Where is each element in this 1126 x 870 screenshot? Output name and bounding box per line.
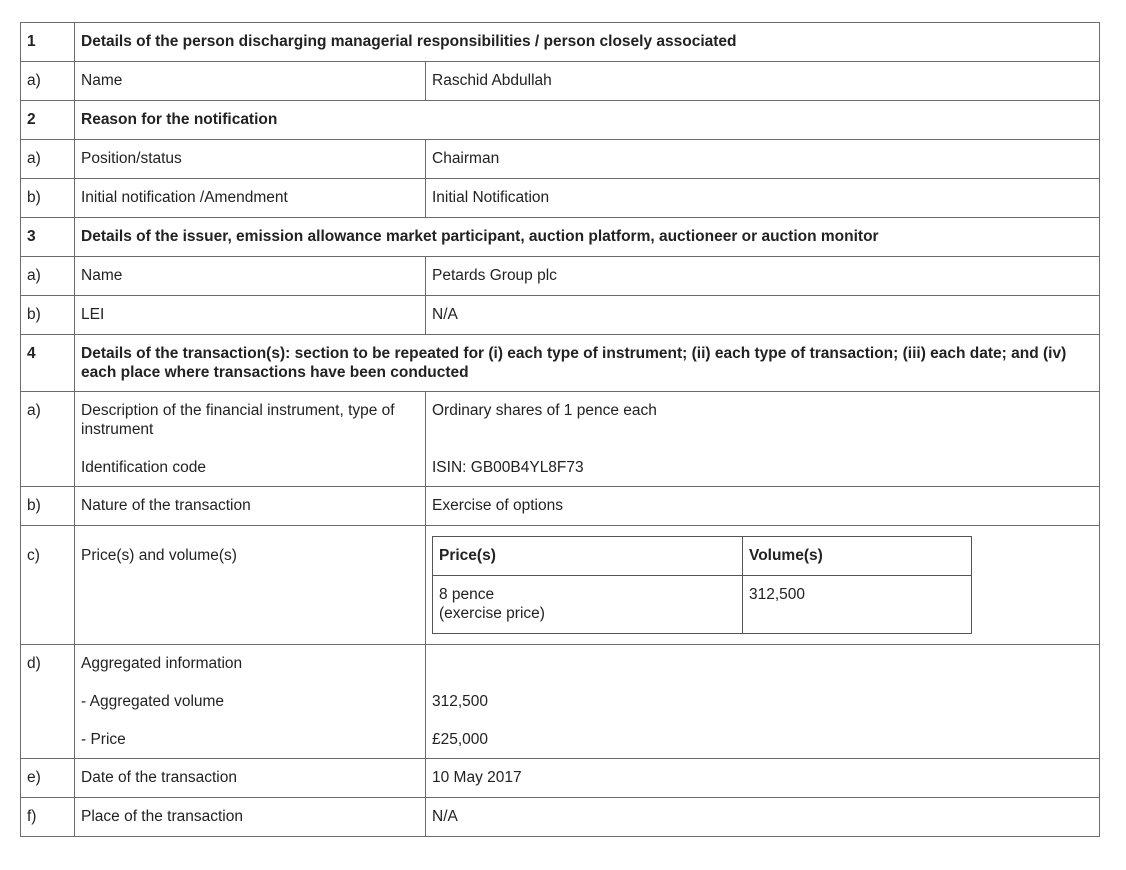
field-value: Petards Group plc bbox=[426, 257, 1100, 296]
table-row bbox=[21, 759, 1100, 798]
volume-cell: 312,500 bbox=[743, 576, 972, 634]
row-marker: d) bbox=[21, 645, 75, 759]
table-row bbox=[21, 526, 1100, 645]
field-label: Price(s) and volume(s) bbox=[75, 526, 426, 645]
field-label bbox=[75, 645, 426, 759]
row-marker: a) bbox=[21, 140, 75, 179]
section-number: 4 bbox=[21, 335, 75, 392]
aggregated-information-label: Aggregated information bbox=[81, 655, 243, 672]
identification-code-label: Identification code bbox=[81, 459, 206, 476]
volume-header: Volume(s) bbox=[743, 537, 972, 576]
section-number: 2 bbox=[21, 101, 75, 140]
row-marker: b) bbox=[21, 296, 75, 335]
field-value: N/A bbox=[426, 798, 1100, 837]
section-title: Details of the transaction(s): section to be repeated for (i) each type of instrument; (ii) each type of transaction; (iii) each date; and (iv) each place where transactions have been conducted bbox=[75, 335, 1100, 392]
identification-code-value: ISIN: GB00B4YL8F73 bbox=[432, 459, 584, 476]
field-label: Name bbox=[75, 62, 426, 101]
field-value bbox=[426, 392, 1100, 487]
field-value bbox=[426, 645, 1100, 759]
price-value: 8 pence bbox=[439, 586, 495, 603]
price-header: Price(s) bbox=[433, 537, 743, 576]
table-row bbox=[21, 179, 1100, 218]
field-value bbox=[426, 526, 1100, 645]
field-label: Place of the transaction bbox=[75, 798, 426, 837]
notification-table bbox=[20, 22, 1100, 837]
instrument-description-label: Description of the financial instrument, type of instrument bbox=[81, 402, 395, 438]
price-cell bbox=[433, 576, 743, 634]
price-volume-row bbox=[433, 576, 972, 634]
table-row bbox=[21, 296, 1100, 335]
row-marker: b) bbox=[21, 487, 75, 526]
field-label: Position/status bbox=[75, 140, 426, 179]
price-volume-table bbox=[432, 536, 972, 634]
section-number: 3 bbox=[21, 218, 75, 257]
field-value: Raschid Abdullah bbox=[426, 62, 1100, 101]
table-row bbox=[21, 798, 1100, 837]
field-label: Date of the transaction bbox=[75, 759, 426, 798]
row-marker: a) bbox=[21, 62, 75, 101]
price-volume-header-row bbox=[433, 537, 972, 576]
field-value: 10 May 2017 bbox=[426, 759, 1100, 798]
section-1-header-row bbox=[21, 23, 1100, 62]
table-row bbox=[21, 392, 1100, 487]
row-marker: c) bbox=[21, 526, 75, 645]
aggregated-price-label: - Price bbox=[81, 731, 126, 748]
section-2-header-row bbox=[21, 101, 1100, 140]
table-row bbox=[21, 487, 1100, 526]
row-marker: e) bbox=[21, 759, 75, 798]
section-title: Details of the issuer, emission allowance market participant, auction platform, auctioneer or auction monitor bbox=[75, 218, 1100, 257]
field-value: Exercise of options bbox=[426, 487, 1100, 526]
field-value: N/A bbox=[426, 296, 1100, 335]
row-marker: a) bbox=[21, 392, 75, 487]
section-3-header-row bbox=[21, 218, 1100, 257]
row-marker: a) bbox=[21, 257, 75, 296]
field-value: Initial Notification bbox=[426, 179, 1100, 218]
field-label: LEI bbox=[75, 296, 426, 335]
field-label: Name bbox=[75, 257, 426, 296]
field-label: Initial notification /Amendment bbox=[75, 179, 426, 218]
field-label bbox=[75, 392, 426, 487]
section-title: Details of the person discharging managerial responsibilities / person closely associated bbox=[75, 23, 1100, 62]
table-row bbox=[21, 257, 1100, 296]
row-marker: b) bbox=[21, 179, 75, 218]
instrument-description-value: Ordinary shares of 1 pence each bbox=[432, 402, 657, 419]
aggregated-price-value: £25,000 bbox=[432, 731, 489, 748]
aggregated-volume-value: 312,500 bbox=[432, 693, 489, 710]
table-row bbox=[21, 62, 1100, 101]
table-row bbox=[21, 645, 1100, 759]
price-note: (exercise price) bbox=[439, 605, 545, 622]
section-number: 1 bbox=[21, 23, 75, 62]
field-label: Nature of the transaction bbox=[75, 487, 426, 526]
field-value: Chairman bbox=[426, 140, 1100, 179]
aggregated-volume-label: - Aggregated volume bbox=[81, 693, 225, 710]
section-title: Reason for the notification bbox=[75, 101, 1100, 140]
section-4-header-row bbox=[21, 335, 1100, 392]
table-row bbox=[21, 140, 1100, 179]
row-marker: f) bbox=[21, 798, 75, 837]
